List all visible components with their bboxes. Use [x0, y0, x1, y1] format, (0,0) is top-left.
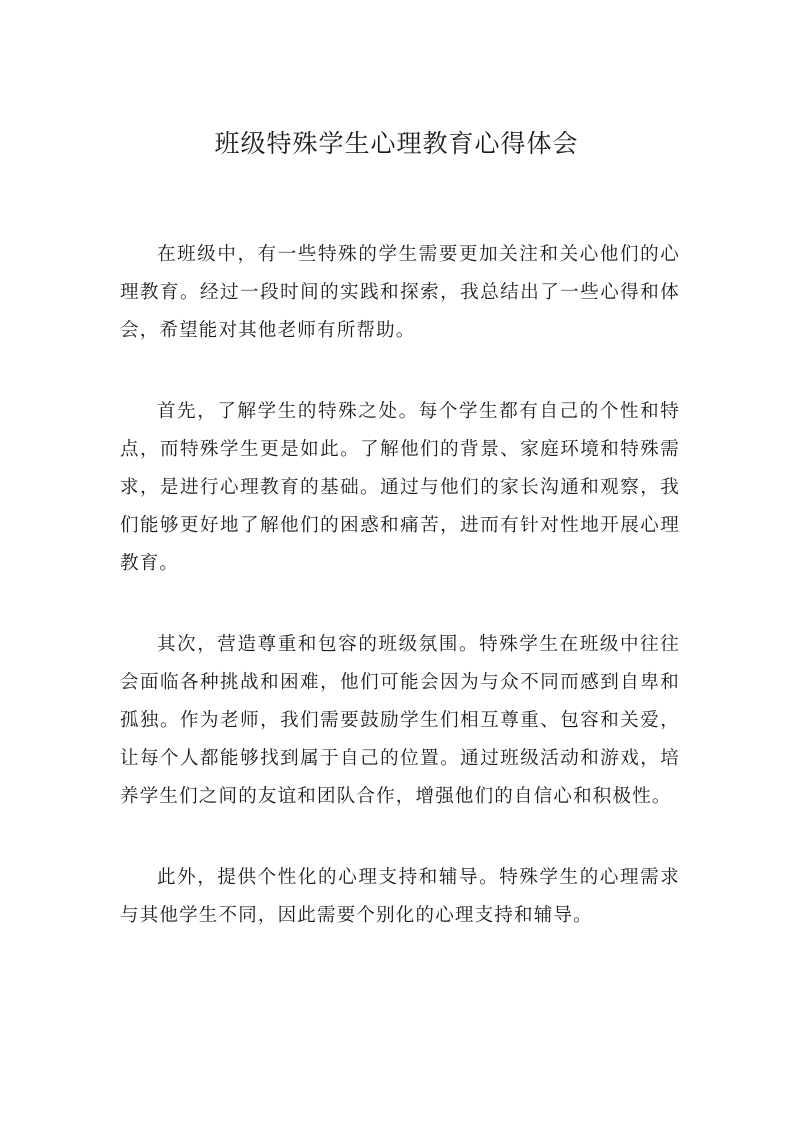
document-title: 班级特殊学生心理教育心得体会: [214, 129, 579, 158]
paragraph-class-atmosphere: 其次，营造尊重和包容的班级氛围。特殊学生在班级中往往会面临各种挑战和困难，他们可能会因为与众不同而感到自卑和孤独。作为老师，我们需要鼓励学生们相互尊重、包容和关爱，让每个人都能够找到属于自己的位置。通过班级活动和游戏，培养学生们之间的友谊和团队合作，增强他们的自信心和积极性。: [120, 634, 680, 807]
document-body: [120, 236, 680, 978]
paragraph-understand-students: 首先，了解学生的特殊之处。每个学生都有自己的个性和特点，而特殊学生更是如此。了解他们的背景、家庭环境和特殊需求，是进行心理教育的基础。通过与他们的家长沟通和观察，我们能够更好地了解他们的困惑和痛苦，进而有针对性地开展心理教育。: [120, 401, 680, 574]
paragraph-individual-support: 此外，提供个性化的心理支持和辅导。特殊学生的心理需求与其他学生不同，因此需要个别化的心理支持和辅导。: [120, 867, 680, 926]
paragraph-intro: 在班级中，有一些特殊的学生需要更加关注和关心他们的心理教育。经过一段时间的实践和探索，我总结出了一些心得和体会，希望能对其他老师有所帮助。: [120, 244, 680, 341]
